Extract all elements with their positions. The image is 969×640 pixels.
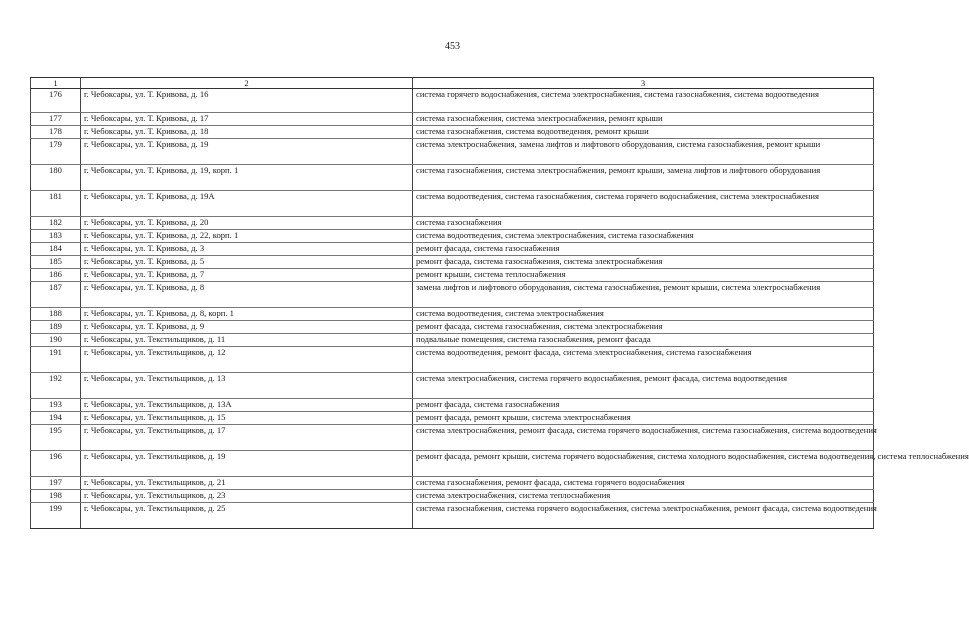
table-row [31, 399, 874, 412]
row-works: ремонт крыши, система теплоснабжения [413, 269, 874, 282]
column-header-address: 2 [81, 78, 413, 89]
table-row [31, 89, 874, 113]
table-row [31, 191, 874, 217]
row-number: 199 [31, 503, 81, 529]
row-works: ремонт фасада, система газоснабжения [413, 399, 874, 412]
table-row [31, 490, 874, 503]
row-address: г. Чебоксары, ул. Т. Кривова, д. 18 [81, 126, 413, 139]
row-works: система водоотведения, система электроснабжения, система газоснабжения [413, 230, 874, 243]
row-address: г. Чебоксары, ул. Текстильщиков, д. 13А [81, 399, 413, 412]
row-works: система газоснабжения, система водоотведения, ремонт крыши [413, 126, 874, 139]
row-works: система водоотведения, система электроснабжения [413, 308, 874, 321]
table-row [31, 451, 874, 477]
row-address: г. Чебоксары, ул. Текстильщиков, д. 21 [81, 477, 413, 490]
row-works: подвальные помещения, система газоснабжения, ремонт фасада [413, 334, 874, 347]
row-address: г. Чебоксары, ул. Текстильщиков, д. 12 [81, 347, 413, 373]
row-number: 178 [31, 126, 81, 139]
table-row [31, 477, 874, 490]
row-number: 179 [31, 139, 81, 165]
row-address: г. Чебоксары, ул. Т. Кривова, д. 8, корп. 1 [81, 308, 413, 321]
row-works: система газоснабжения, система электроснабжения, ремонт крыши [413, 113, 874, 126]
row-number: 177 [31, 113, 81, 126]
row-address: г. Чебоксары, ул. Т. Кривова, д. 3 [81, 243, 413, 256]
row-works: ремонт фасада, ремонт крыши, система горячего водоснабжения, система холодного водоснабжения, система водоотведения, система теплоснабжения [413, 451, 874, 477]
row-address: г. Чебоксары, ул. Т. Кривова, д. 19, корп. 1 [81, 165, 413, 191]
row-address: г. Чебоксары, ул. Текстильщиков, д. 19 [81, 451, 413, 477]
row-works: ремонт фасада, ремонт крыши, система электроснабжения [413, 412, 874, 425]
row-works: замена лифтов и лифтового оборудования, система газоснабжения, ремонт крыши, система электроснабжения [413, 282, 874, 308]
row-address: г. Чебоксары, ул. Текстильщиков, д. 13 [81, 373, 413, 399]
table-row [31, 321, 874, 334]
table-row [31, 412, 874, 425]
row-number: 196 [31, 451, 81, 477]
row-works: система электроснабжения, система теплоснабжения [413, 490, 874, 503]
table-row [31, 230, 874, 243]
row-number: 197 [31, 477, 81, 490]
row-address: г. Чебоксары, ул. Т. Кривова, д. 7 [81, 269, 413, 282]
row-number: 181 [31, 191, 81, 217]
row-works: система газоснабжения, ремонт фасада, система горячего водоснабжения [413, 477, 874, 490]
row-works: система газоснабжения [413, 217, 874, 230]
row-number: 192 [31, 373, 81, 399]
row-address: г. Чебоксары, ул. Т. Кривова, д. 16 [81, 89, 413, 113]
row-works: ремонт фасада, система газоснабжения, система электроснабжения [413, 256, 874, 269]
row-number: 180 [31, 165, 81, 191]
row-address: г. Чебоксары, ул. Т. Кривова, д. 22, корп. 1 [81, 230, 413, 243]
row-works: система электроснабжения, ремонт фасада, система горячего водоснабжения, система газоснабжения, система водоотведения [413, 425, 874, 451]
table-header-row [31, 78, 874, 89]
row-works: система горячего водоснабжения, система электроснабжения, система газоснабжения, система водоотведения [413, 89, 874, 113]
row-number: 187 [31, 282, 81, 308]
column-header-number: 1 [31, 78, 81, 89]
address-works-table [30, 77, 969, 529]
table-row [31, 165, 874, 191]
table-row [31, 256, 874, 269]
row-number: 184 [31, 243, 81, 256]
table-row [31, 308, 874, 321]
row-address: г. Чебоксары, ул. Т. Кривова, д. 19А [81, 191, 413, 217]
row-address: г. Чебоксары, ул. Т. Кривова, д. 20 [81, 217, 413, 230]
row-number: 186 [31, 269, 81, 282]
row-number: 185 [31, 256, 81, 269]
row-number: 195 [31, 425, 81, 451]
row-works: ремонт фасада, система газоснабжения, система электроснабжения [413, 321, 874, 334]
table-row [31, 126, 874, 139]
row-address: г. Чебоксары, ул. Т. Кривова, д. 9 [81, 321, 413, 334]
row-works: ремонт фасада, система газоснабжения [413, 243, 874, 256]
table-row [31, 373, 874, 399]
row-address: г. Чебоксары, ул. Текстильщиков, д. 15 [81, 412, 413, 425]
row-number: 183 [31, 230, 81, 243]
row-address: г. Чебоксары, ул. Текстильщиков, д. 23 [81, 490, 413, 503]
table-row [31, 113, 874, 126]
row-address: г. Чебоксары, ул. Т. Кривова, д. 19 [81, 139, 413, 165]
table-row [31, 269, 874, 282]
table-row [31, 217, 874, 230]
row-number: 191 [31, 347, 81, 373]
table-row [31, 334, 874, 347]
row-number: 194 [31, 412, 81, 425]
row-works: система электроснабжения, система горячего водоснабжения, ремонт фасада, система водоотведения [413, 373, 874, 399]
row-works: система водоотведения, система газоснабжения, система горячего водоснабжения, система электроснабжения [413, 191, 874, 217]
row-number: 176 [31, 89, 81, 113]
row-number: 188 [31, 308, 81, 321]
row-works: система водоотведения, ремонт фасада, система электроснабжения, система газоснабжения [413, 347, 874, 373]
row-address: г. Чебоксары, ул. Текстильщиков, д. 11 [81, 334, 413, 347]
row-address: г. Чебоксары, ул. Т. Кривова, д. 17 [81, 113, 413, 126]
row-number: 198 [31, 490, 81, 503]
table-row [31, 425, 874, 451]
row-address: г. Чебоксары, ул. Текстильщиков, д. 25 [81, 503, 413, 529]
row-number: 189 [31, 321, 81, 334]
row-works: система электроснабжения, замена лифтов и лифтового оборудования, система газоснабжения, ремонт крыши [413, 139, 874, 165]
table-row [31, 282, 874, 308]
row-address: г. Чебоксары, ул. Т. Кривова, д. 8 [81, 282, 413, 308]
table-row [31, 347, 874, 373]
table-body [31, 89, 969, 529]
row-works: система газоснабжения, система горячего водоснабжения, система электроснабжения, ремонт фасада, система водоотведения [413, 503, 874, 529]
row-works: система газоснабжения, система электроснабжения, ремонт крыши, замена лифтов и лифтового оборудования [413, 165, 874, 191]
row-address: г. Чебоксары, ул. Текстильщиков, д. 17 [81, 425, 413, 451]
column-header-works: 3 [413, 78, 874, 89]
table-row [31, 503, 874, 529]
row-number: 193 [31, 399, 81, 412]
page-number: 453 [445, 41, 460, 52]
row-number: 190 [31, 334, 81, 347]
row-number: 182 [31, 217, 81, 230]
table-row [31, 139, 874, 165]
table-row [31, 243, 874, 256]
row-address: г. Чебоксары, ул. Т. Кривова, д. 5 [81, 256, 413, 269]
